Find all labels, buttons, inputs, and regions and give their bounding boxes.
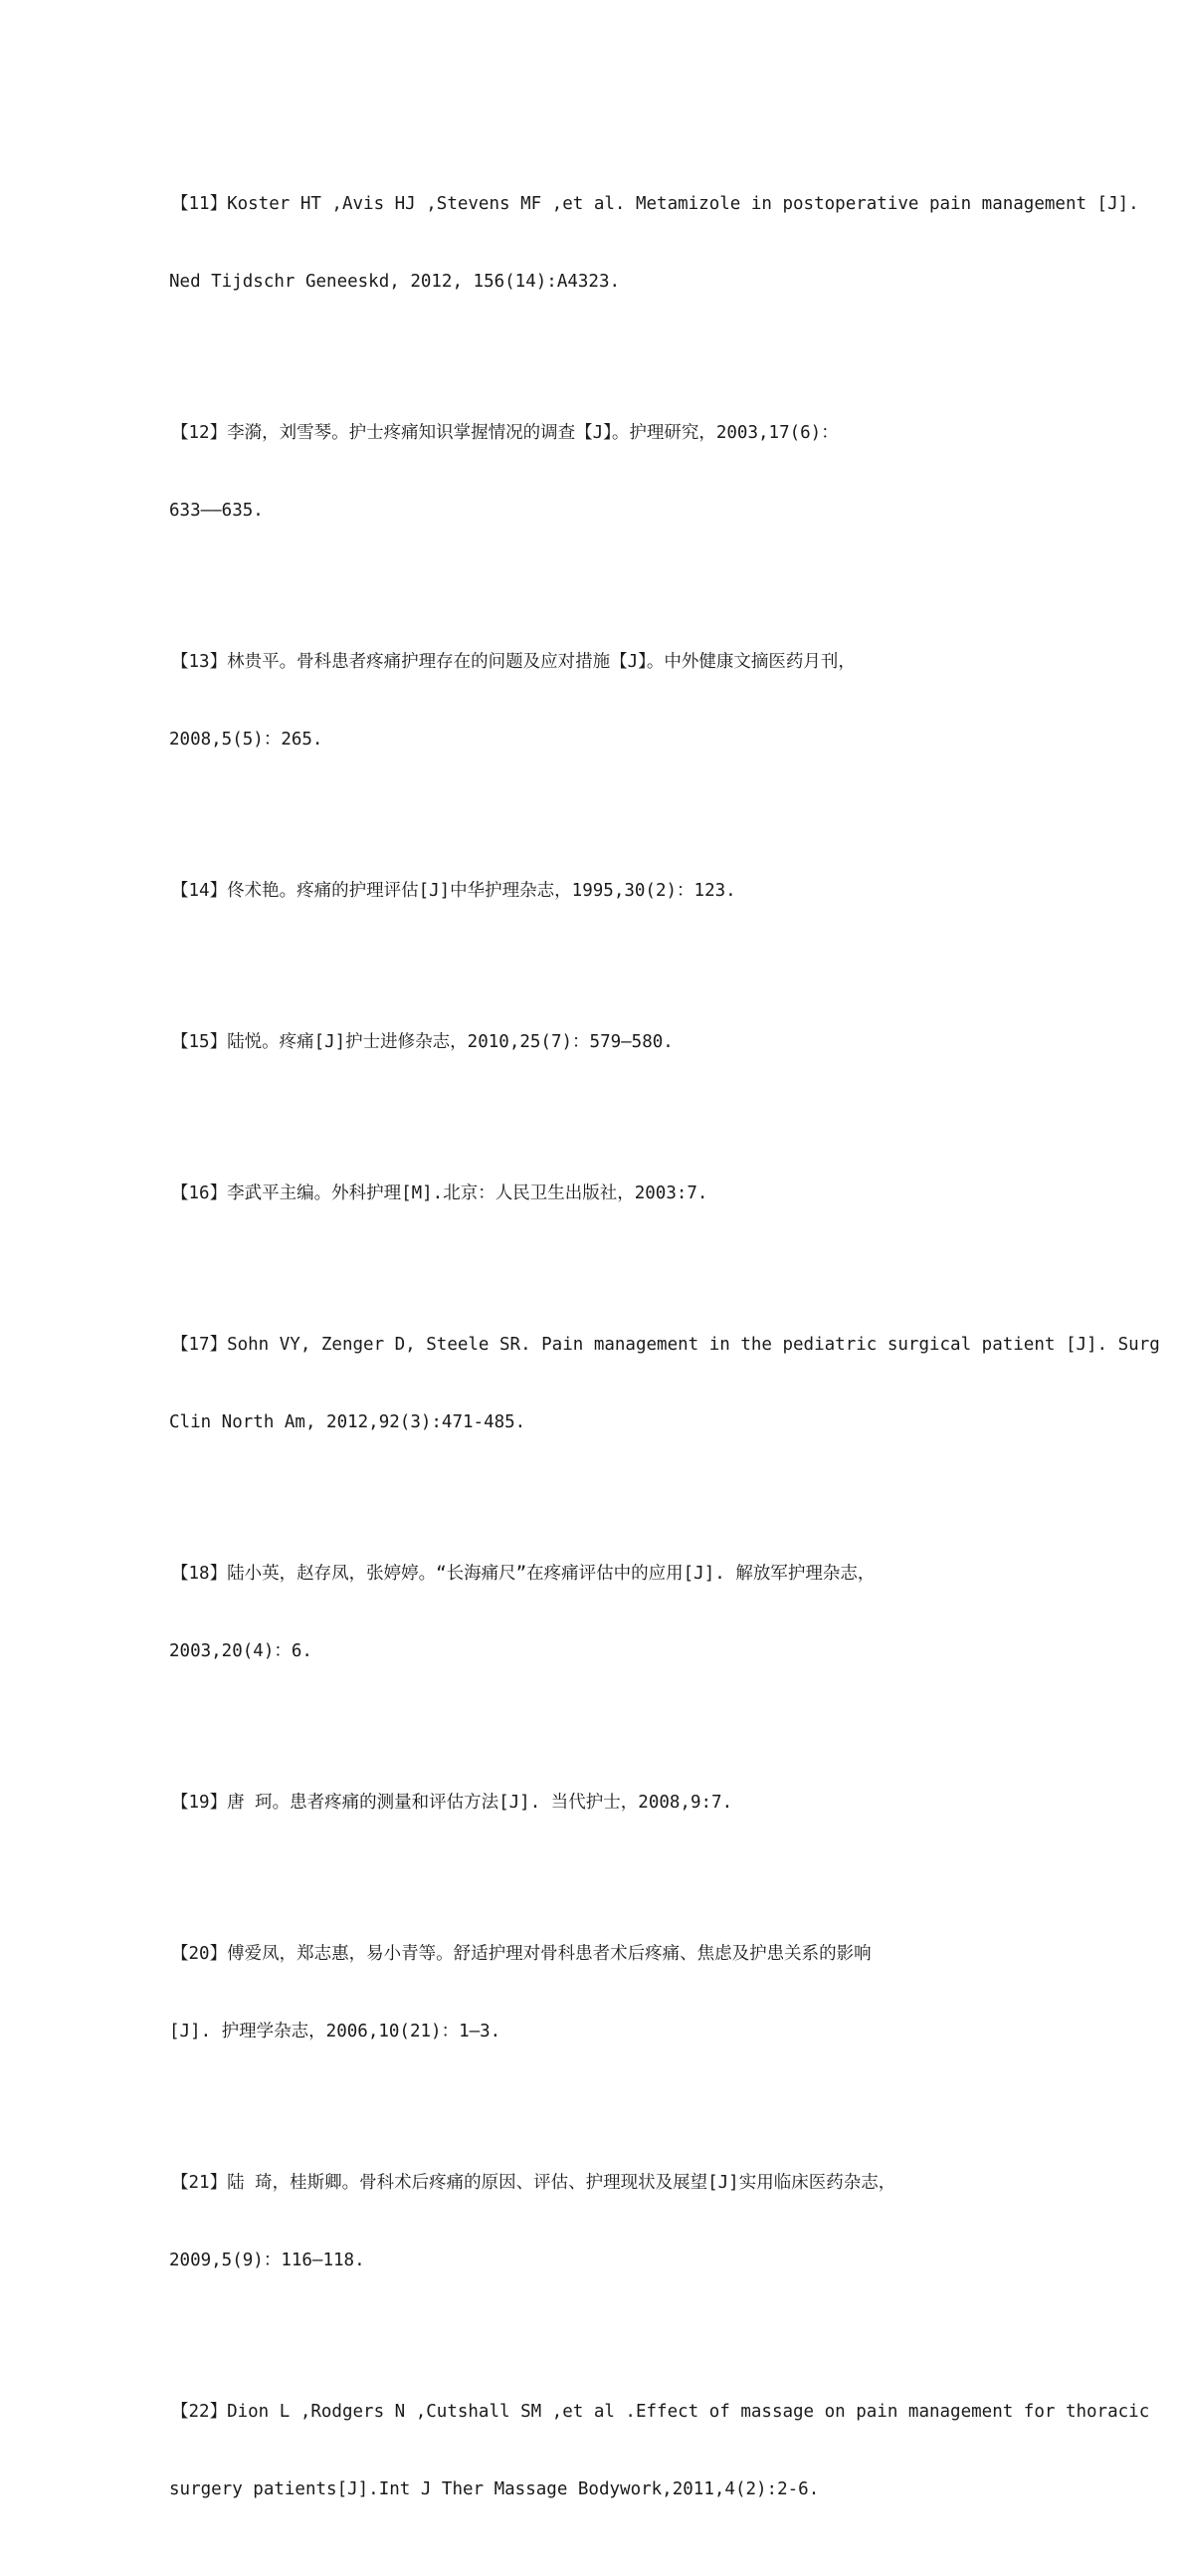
reference-line: 【21】陆 琦，桂斯卿。骨科术后疼痛的原因、评估、护理现状及展望[J]实用临床医药杂志， <box>171 2173 896 2193</box>
reference-line: 【18】陆小英，赵存凤，张婷婷。“长海痛尺”在疼痛评估中的应用[J]. 解放军护理杂志， <box>171 1564 876 1584</box>
reference-line: Ned Tijdschr Geneeskd, 2012, 156(14):A4323. <box>169 272 621 292</box>
reference-line: 2009,5(9)：116—118. <box>169 2251 365 2270</box>
reference-18 <box>169 1509 1169 1716</box>
reference-19 <box>169 1738 1169 1867</box>
reference-line: 【20】傅爱凤，郑志惠，易小青等。舒适护理对骨科患者术后疼痛、焦虑及护患关系的影响 <box>171 1944 872 1964</box>
reference-17 <box>169 1280 1169 1487</box>
reference-14 <box>169 826 1169 956</box>
reference-line: surgery patients[J].Int J Ther Massage Bodywork,2011,4(2):2-6. <box>169 2479 820 2499</box>
reference-line: 【22】Dion L ,Rodgers N ,Cutshall SM ,et al .Effect of massage on pain management for thoracic <box>171 2402 1150 2422</box>
reference-line: 【14】佟术艳。疼痛的护理评估[J]中华护理杂志，1995,30(2)：123. <box>171 881 736 901</box>
reference-13 <box>169 597 1169 804</box>
reference-line: 【16】李武平主编。外科护理[M].北京：人民卫生出版社，2003:7. <box>171 1183 708 1203</box>
reference-line: Clin North Am, 2012,92(3):471-485. <box>169 1412 526 1432</box>
reference-line: 【17】Sohn VY, Zenger D, Steele SR. Pain management in the pediatric surgical patient [J]. Surg <box>171 1335 1160 1355</box>
reference-11 <box>169 139 1169 346</box>
reference-15 <box>169 977 1169 1107</box>
reference-21 <box>169 2118 1169 2325</box>
reference-line: 2003,20(4)：6. <box>169 1641 312 1661</box>
reference-list <box>169 139 1169 2576</box>
reference-16 <box>169 1129 1169 1258</box>
reference-12 <box>169 368 1169 575</box>
reference-line: 【11】Koster HT ,Avis HJ ,Stevens MF ,et al. Metamizole in postoperative pain management [J]. <box>171 194 1139 214</box>
reference-line: 【15】陆悦。疼痛[J]护士进修杂志，2010,25(7)：579—580. <box>171 1032 674 1052</box>
reference-line: 【12】李漪，刘雪琴。护士疼痛知识掌握情况的调查【J】。护理研究，2003,17(6)： <box>171 423 839 443</box>
reference-20 <box>169 1889 1169 2096</box>
reference-line: 【13】林贵平。骨科患者疼痛护理存在的问题及应对措施【J】。中外健康文摘医药月刊， <box>171 652 856 672</box>
reference-line: 2008,5(5)：265. <box>169 730 323 750</box>
reference-line: 633——635. <box>169 501 264 521</box>
reference-line: [J]. 护理学杂志，2006,10(21)：1—3. <box>169 2022 501 2041</box>
reference-line: 【19】唐 珂。患者疼痛的测量和评估方法[J]. 当代护士，2008,9:7. <box>171 1793 733 1813</box>
reference-22 <box>169 2347 1169 2554</box>
